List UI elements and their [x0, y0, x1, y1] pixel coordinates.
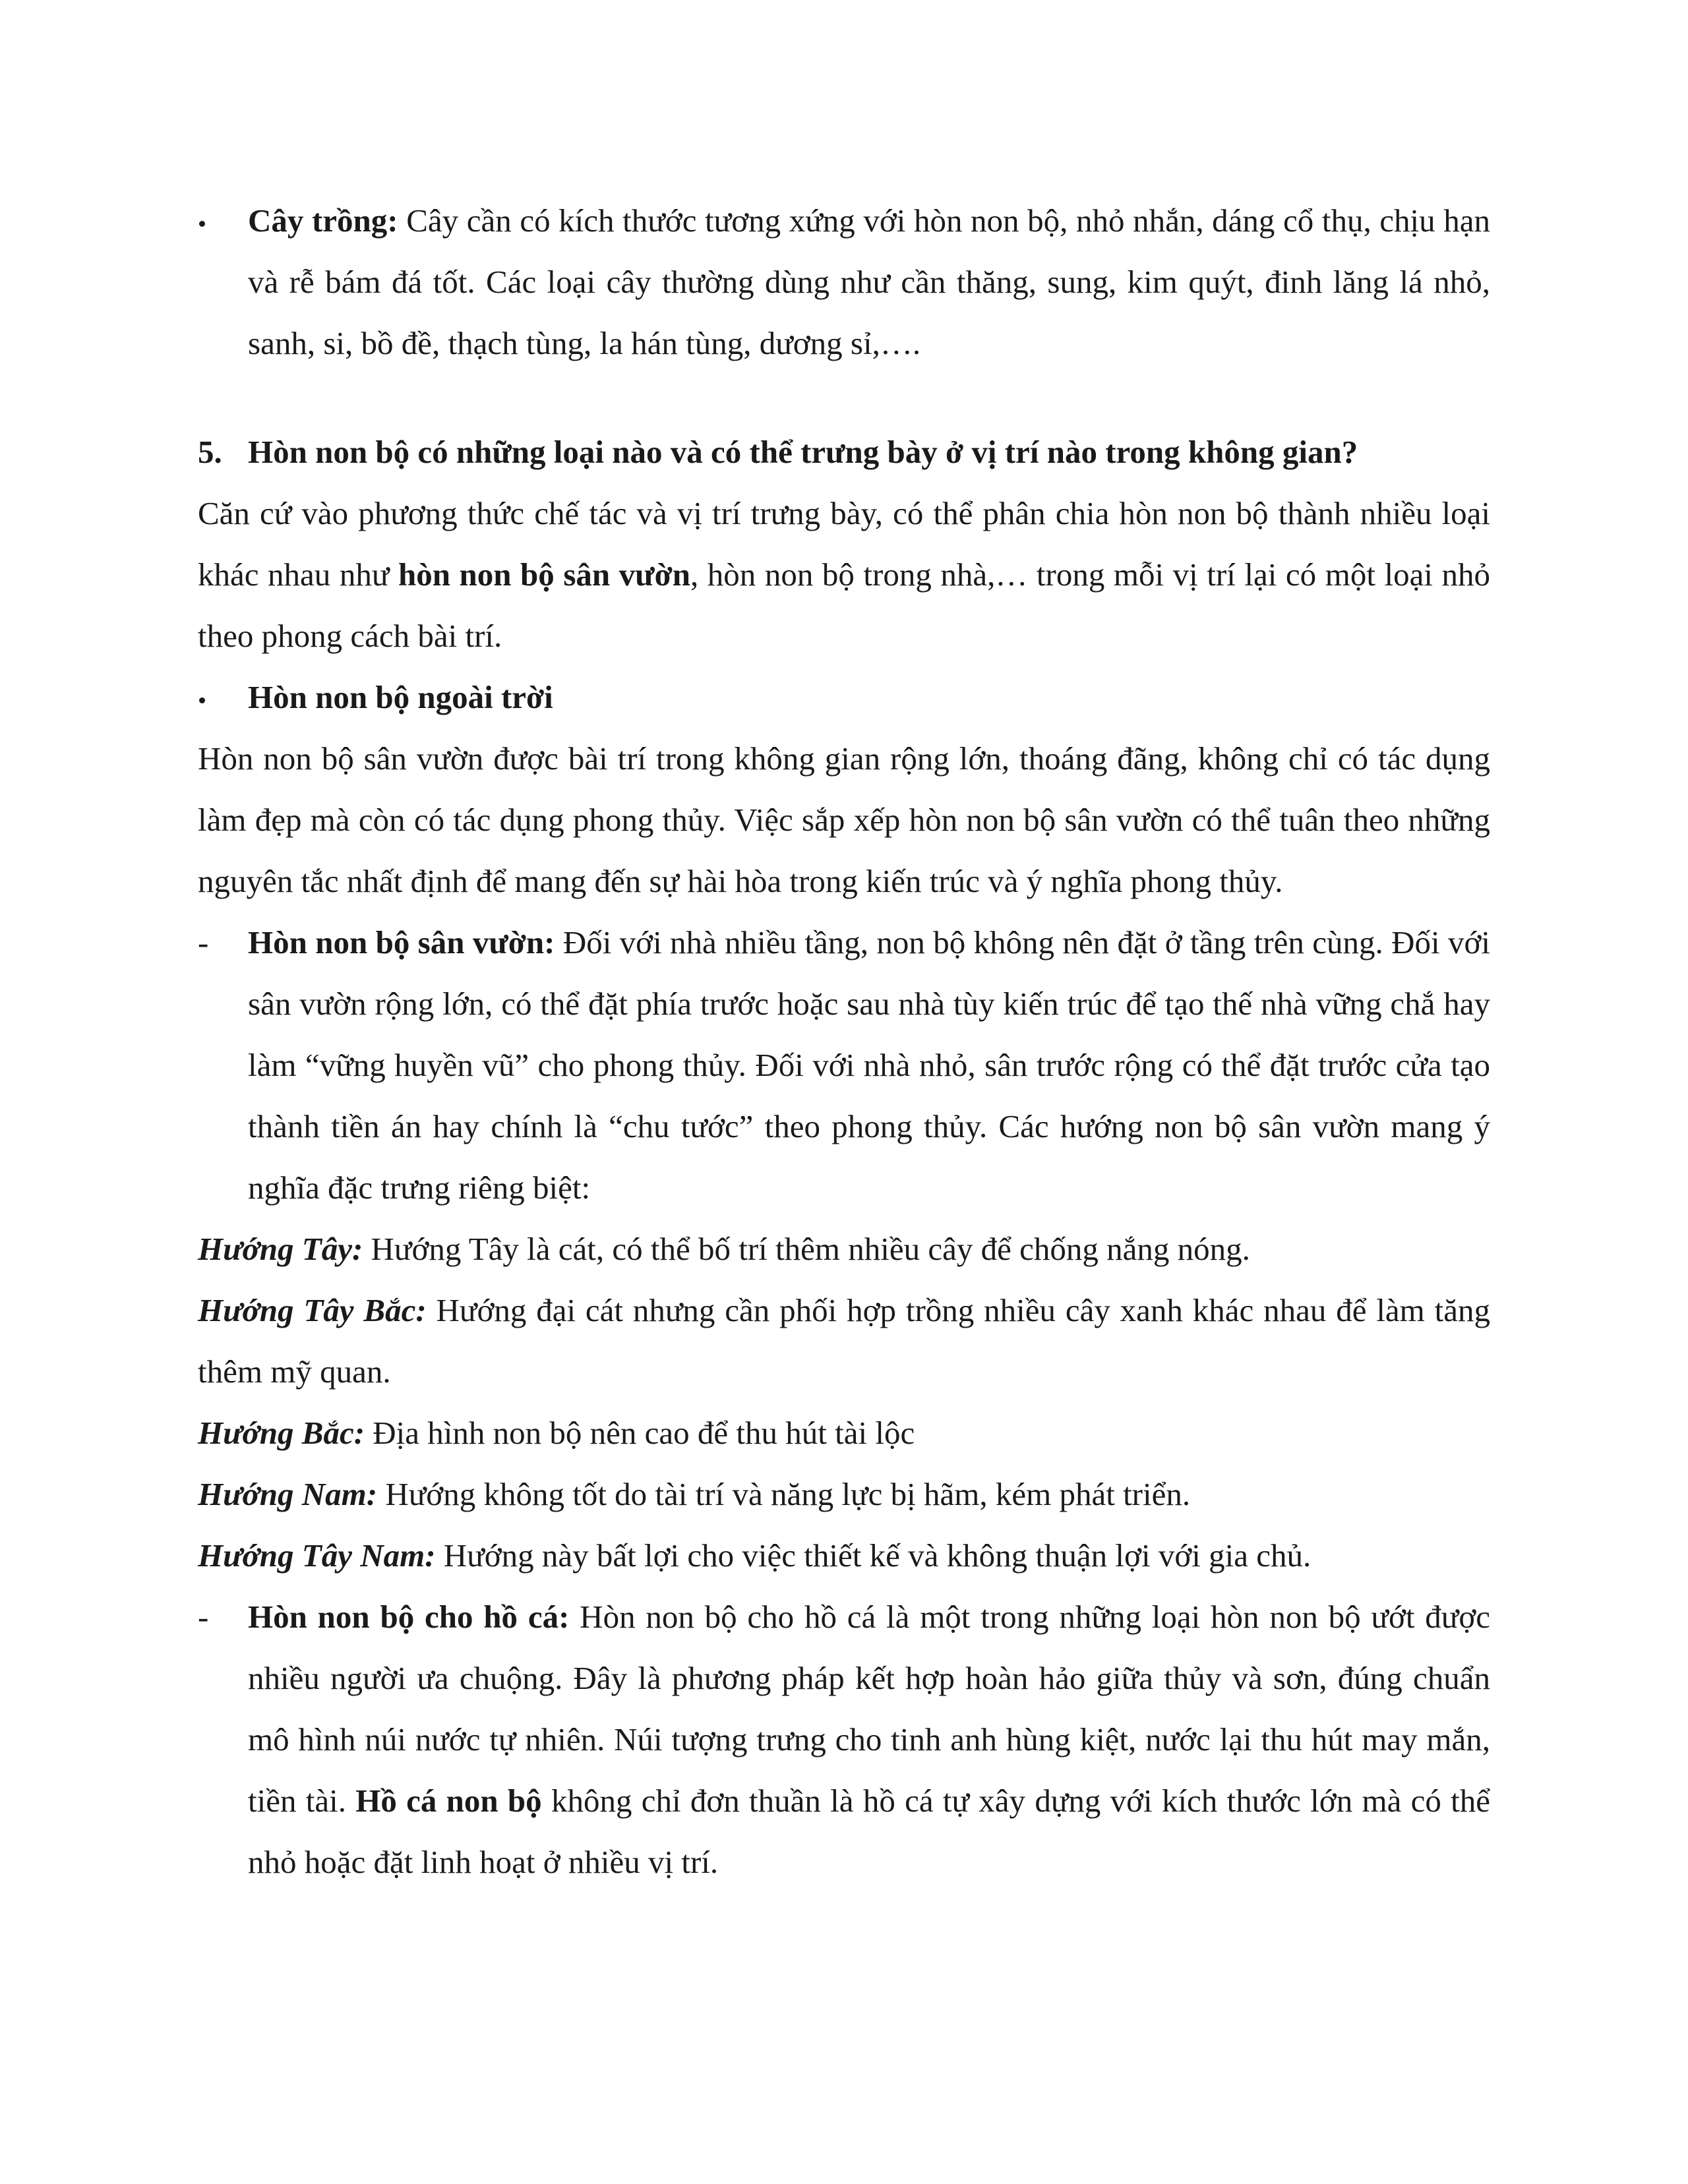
bullet-marker: [198, 190, 248, 251]
section-title: Hòn non bộ có những loại nào và có thể trưng bày ở vị trí nào trong không gian?: [248, 434, 1358, 470]
direction-title: Hướng Tây:: [198, 1231, 363, 1267]
dash-item-ho-ca: [198, 1586, 1490, 1893]
intro-text-after: , hòn non bộ trong nhà,… trong mỗi vị trí lại có một loại nhỏ theo phong cách bài trí.: [198, 556, 1490, 654]
direction-title: Hướng Bắc:: [198, 1415, 365, 1451]
intro-paragraph: [198, 483, 1490, 666]
paragraph-san-vuon: Hòn non bộ sân vườn được bài trí trong không gian rộng lớn, thoáng đãng, không chỉ có tác dụng làm đẹp mà còn có tác dụng phong thủy. Việc sắp xếp hòn non bộ sân vườn có thể tuân theo những nguyên tắc nhất định để mang đến sự hài hòa trong kiến trúc và ý nghĩa phong thủy.: [198, 740, 1490, 899]
direction-line: [198, 1525, 1490, 1586]
dash-marker: -: [198, 1599, 209, 1635]
direction-title: Hướng Tây Nam:: [198, 1537, 436, 1574]
direction-text: Hướng này bất lợi cho việc thiết kế và không thuận lợi với gia chủ.: [435, 1537, 1311, 1574]
bullet-marker: [198, 666, 248, 728]
direction-text: Hướng Tây là cát, có thể bố trí thêm nhiều cây để chống nắng nóng.: [363, 1231, 1250, 1267]
section-number: 5.: [198, 434, 222, 470]
bullet-dot-icon: [199, 221, 205, 227]
dash-marker: -: [198, 924, 209, 960]
dash-bold-label: Hòn non bộ sân vườn:: [248, 924, 555, 960]
dash-item-san-vuon: [198, 912, 1490, 1218]
dash-text-end: không chỉ đơn thuần là hồ cá tự xây dựng với kích thước lớn mà có thể nhỏ hoặc đặt linh hoạt ở nhiều vị trí.: [248, 1783, 1490, 1880]
document-page: [198, 190, 1490, 1893]
direction-line: [198, 1218, 1490, 1280]
bullet-item-ngoai-troi: [198, 666, 1490, 728]
intro-bold-term: hòn non bộ sân vườn: [398, 556, 690, 593]
dash-text: Hòn non bộ cho hồ cá là một trong những loại hòn non bộ ướt được nhiều người ưa chuộng. Đây là phương pháp kết hợp hoàn hảo giữa thủy và sơn, đúng chuẩn mô hình núi nước tự nhiên. Núi tượng trưng cho tinh anh hùng kiệt, nước lại thu hút may mắn, tiền tài.: [248, 1599, 1490, 1819]
direction-text: Hướng đại cát nhưng cần phối hợp trồng nhiều cây xanh khác nhau để làm tăng thêm mỹ quan.: [198, 1292, 1491, 1390]
bullet-dot-icon: [199, 697, 205, 703]
direction-title: Hướng Tây Bắc:: [198, 1292, 427, 1328]
bullet-text: Cây cần có kích thước tương xứng với hòn non bộ, nhỏ nhắn, dáng cổ thụ, chịu hạn và rễ bám đá tốt. Các loại cây thường dùng như cần thăng, sung, kim quýt, đinh lăng lá nhỏ, sanh, si, bồ đề, thạch tùng, la hán tùng, dương sỉ,….: [248, 202, 1490, 361]
direction-line: [198, 1402, 1490, 1463]
dash-text: Đối với nhà nhiều tầng, non bộ không nên đặt ở tầng trên cùng. Đối với sân vườn rộng lớn, có thể đặt phía trước hoặc sau nhà tùy kiến trúc để tạo thế nhà vững chắ hay làm “vững huyền vũ” cho phong thủy. Đối với nhà nhỏ, sân trước rộng có thể đặt trước cửa tạo thành tiền án hay chính là “chu tước” theo phong thủy. Các hướng non bộ sân vườn mang ý nghĩa đặc trưng riêng biệt:: [248, 924, 1490, 1206]
direction-title: Hướng Nam:: [198, 1476, 378, 1512]
bullet-item-cay-trong: [198, 190, 1490, 374]
direction-text: Hướng không tốt do tài trí và năng lực bị hãm, kém phát triển.: [377, 1476, 1191, 1512]
bullet-bold-label: Cây trồng:: [248, 202, 398, 239]
direction-line: [198, 1463, 1490, 1525]
section-heading: [198, 421, 1490, 483]
direction-line: [198, 1280, 1490, 1402]
intro-text-before: Căn cứ vào phương thức chế tác và vị trí trưng bày, có thể phân chia hòn non bộ thành nhiều loại khác nhau như: [198, 495, 1490, 593]
bullet-bold-label: Hòn non bộ ngoài trời: [248, 679, 553, 715]
dash-bold-term: Hồ cá non bộ: [355, 1783, 542, 1819]
dash-bold-label: Hòn non bộ cho hồ cá:: [248, 1599, 570, 1635]
direction-text: Địa hình non bộ nên cao để thu hút tài lộc: [365, 1415, 915, 1451]
